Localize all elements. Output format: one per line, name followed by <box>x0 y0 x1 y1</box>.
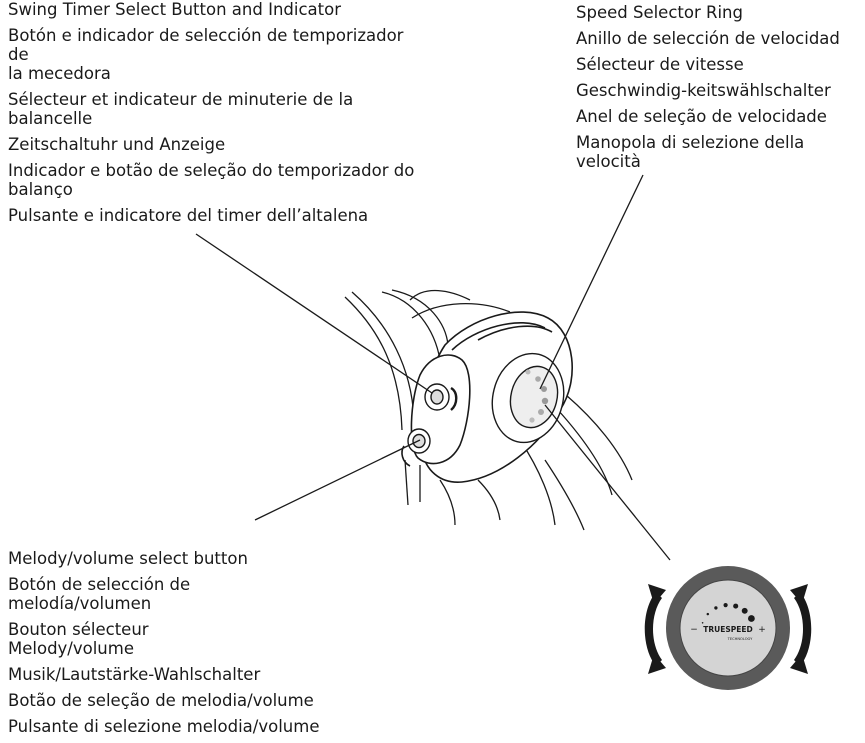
dial-brand-label: TRUESPEED <box>703 625 753 634</box>
dial-minus-sign: − <box>690 625 698 635</box>
speed-level-dot <box>707 613 709 615</box>
speed-selector-label-en: Speed Selector Ring <box>576 3 743 22</box>
speed-level-dot <box>702 622 704 624</box>
swing-timer-label-pt: Indicador e botão de seleção do temporizador do balanço <box>8 161 415 199</box>
swing-timer-label-es: Botón e indicador de selección de temporizador de la mecedora <box>8 26 404 83</box>
melody-volume-label-en: Melody/volume select button <box>8 549 248 568</box>
speed-level-dot <box>742 608 748 614</box>
speed-level-dot <box>733 604 738 609</box>
swing-timer-label-it: Pulsante e indicatore del timer dell’altalena <box>8 206 369 225</box>
speed-selector-label-it: Manopola di selezione della velocità <box>576 133 805 171</box>
swing-timer-label-fr: Sélecteur et indicateur de minuterie de la balancelle <box>8 90 354 128</box>
speed-selector-label-fr: Sélecteur de vitesse <box>576 55 744 74</box>
swing-timer-label-de: Zeitschaltuhr und Anzeige <box>8 135 226 154</box>
rotation-arrow-right-icon <box>790 584 811 674</box>
speed-level-dot <box>724 603 728 607</box>
speed-dial-detail <box>666 566 790 690</box>
speed-selector-label-de: Geschwindig-keitswählschalter <box>576 81 831 100</box>
melody-volume-label-it: Pulsante di selezione melodia/volume <box>8 717 320 736</box>
speed-selector-label-es: Anillo de selección de velocidad <box>576 29 840 48</box>
rotation-arrow-left-icon <box>645 584 666 674</box>
speed-selector-label-pt: Anel de seleção de velocidade <box>576 107 827 126</box>
melody-volume-label-es: Botón de selección de melodía/volumen <box>8 575 191 613</box>
melody-volume-label-de: Musik/Lautstärke-Wahlschalter <box>8 665 261 684</box>
melody-volume-label-fr: Bouton sélecteur Melody/volume <box>8 620 149 658</box>
dial-plus-sign: + <box>758 625 766 635</box>
dial-sub-label: TECHNOLOGY <box>727 637 753 641</box>
speed-level-dot <box>748 615 755 622</box>
speed-level-dot <box>714 606 717 609</box>
melody-volume-label-pt: Botão de seleção de melodia/volume <box>8 691 314 710</box>
swing-timer-label-en: Swing Timer Select Button and Indicator <box>8 0 341 19</box>
